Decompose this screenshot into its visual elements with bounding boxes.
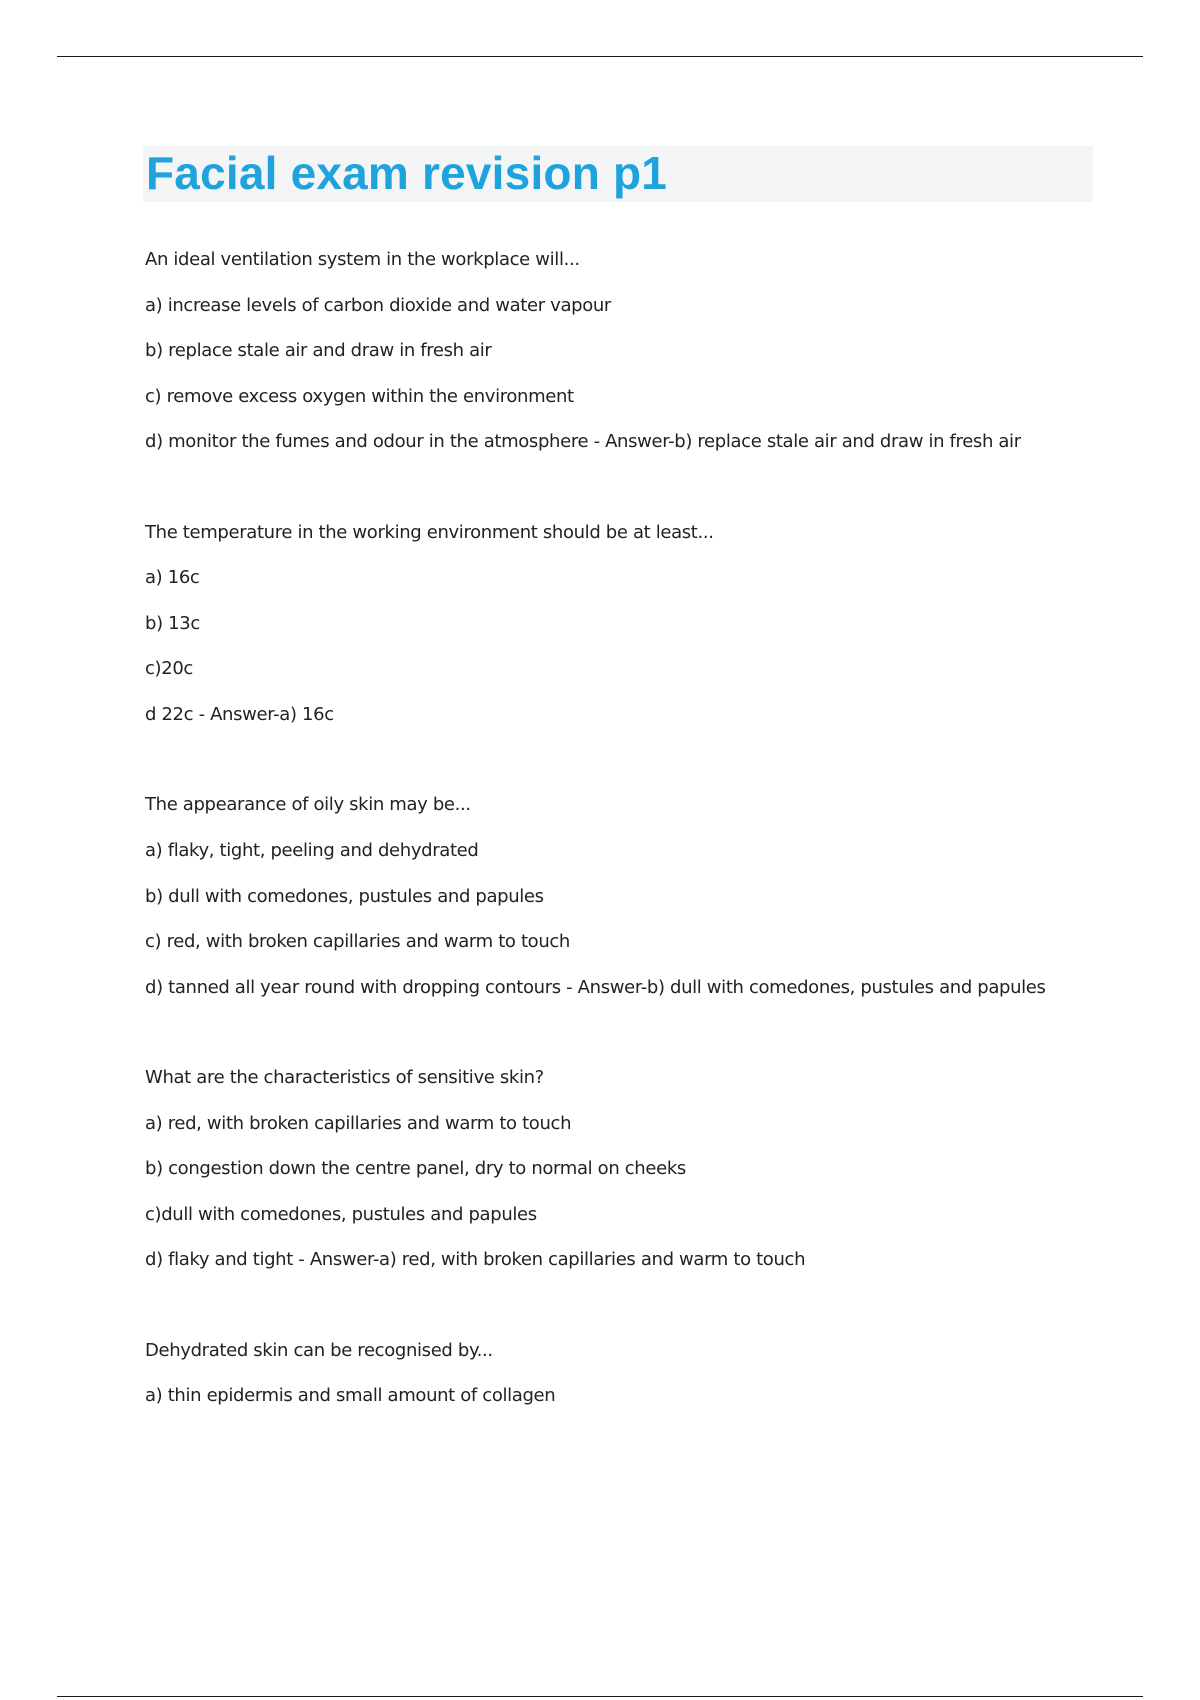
answer-option: a) flaky, tight, peeling and dehydrated	[145, 840, 479, 861]
answer-option: a) increase levels of carbon dioxide and water vapour	[145, 295, 611, 316]
question-prompt: The temperature in the working environment should be at least...	[145, 522, 714, 543]
question-prompt: Dehydrated skin can be recognised by...	[145, 1340, 493, 1361]
answer-option: b) dull with comedones, pustules and papules	[145, 886, 544, 907]
answer-option: b) congestion down the centre panel, dry to normal on cheeks	[145, 1158, 686, 1179]
answer-option: a) 16c	[145, 567, 200, 588]
header-rule	[57, 56, 1143, 57]
answer-option-with-answer: d) monitor the fumes and odour in the atmosphere - Answer-b) replace stale air and draw in fresh air	[145, 431, 1021, 452]
answer-option: c) remove excess oxygen within the environment	[145, 386, 574, 407]
answer-option-with-answer: d) flaky and tight - Answer-a) red, with broken capillaries and warm to touch	[145, 1249, 806, 1270]
answer-option: c)20c	[145, 658, 193, 679]
answer-option: a) thin epidermis and small amount of collagen	[145, 1385, 556, 1406]
footer-rule	[57, 1696, 1143, 1697]
answer-option: c) red, with broken capillaries and warm to touch	[145, 931, 570, 952]
answer-option: b) replace stale air and draw in fresh air	[145, 340, 492, 361]
answer-option-with-answer: d 22c - Answer-a) 16c	[145, 704, 334, 725]
question-prompt: An ideal ventilation system in the workplace will...	[145, 249, 580, 270]
page-title: Facial exam revision p1	[146, 147, 668, 199]
question-prompt: The appearance of oily skin may be...	[145, 794, 471, 815]
answer-option-with-answer: d) tanned all year round with dropping contours - Answer-b) dull with comedones, pustules and papules	[145, 977, 1046, 998]
answer-option: a) red, with broken capillaries and warm to touch	[145, 1113, 572, 1134]
question-prompt: What are the characteristics of sensitive skin?	[145, 1067, 544, 1088]
answer-option: b) 13c	[145, 613, 200, 634]
answer-option: c)dull with comedones, pustules and papules	[145, 1204, 537, 1225]
